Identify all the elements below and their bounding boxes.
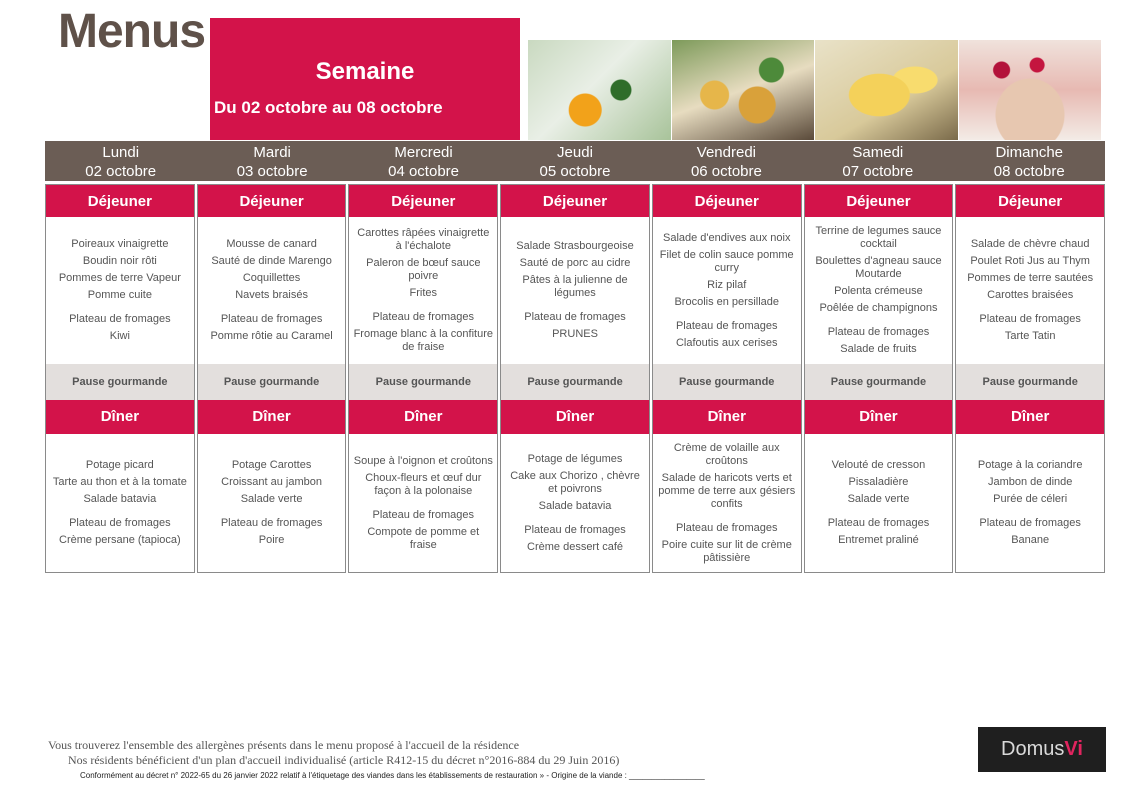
menu-item: Crème de volaille aux croûtons [673,441,780,467]
day-date: 08 octobre [993,163,1065,180]
menu-item: Salade batavia [538,499,612,512]
footer-decree-note: Conformément au décret n° 2022-65 du 26 janvier 2022 relatif à l'étiquetage des viandes dans les établissements de restauration » - Origine de la viande : _________________ [80,771,705,780]
menu-item: Poire [258,534,285,546]
menu-item: PRUNES [552,328,598,340]
dinner-items [198,434,346,572]
day-column [197,184,347,573]
dinner-items [653,434,801,572]
menu-item: Plateau de fromages [524,523,626,536]
menu-item: Navets braisés [235,289,308,301]
snack-band: Pause gourmande [805,364,953,400]
lunch-items [349,217,497,364]
menu-item: Plateau de fromages [979,313,1081,325]
date-range: Du 02 octobre au 08 octobre [214,98,443,117]
lunch-items [653,217,801,364]
dinner-items [46,434,194,572]
menu-item: Soupe à l'oignon et croûtons [353,454,493,467]
menu-item: Choux-fleurs et œuf dur façon à la polonaise [365,471,482,497]
snack-band: Pause gourmande [653,364,801,400]
menu-item: Croissant au jambon [221,476,323,488]
snack-band: Pause gourmande [46,364,194,400]
menu-item: Potage à la coriandre [977,459,1083,471]
day-header [45,141,196,181]
week-banner [210,18,520,140]
day-name: Samedi [852,144,904,161]
snack-band: Pause gourmande [198,364,346,400]
menu-item: Mousse de canard [226,238,317,250]
menu-item: Pomme rôtie au Caramel [210,330,333,342]
menu-item: Paleron de bœuf sauce poivre [366,257,481,282]
page-title: Menus [58,5,206,58]
menu-item: Carottes râpées vinaigrette à l'échalote [357,227,490,252]
lunch-band: Déjeuner [501,185,649,217]
menu-item: Carottes braisées [987,289,1074,301]
menu-item: Crème dessert café [527,540,623,553]
lunch-items [805,217,953,364]
lunch-items [501,217,649,364]
day-column [652,184,802,573]
appetizer-photo [528,40,671,140]
menu-item: Salade de haricots verts et pomme de terre aux gésiers confits [658,471,796,510]
day-name: Jeudi [557,144,593,161]
menu-item: Salade verte [847,493,910,505]
week-label: Semaine [315,58,415,85]
menu-item: Poulet Roti Jus au Thym [970,255,1090,267]
menu-item: Sauté de dinde Marengo [211,255,332,267]
menu-item: Poireaux vinaigrette [71,238,169,250]
menu-item: Plateau de fromages [220,517,323,529]
menu-item: Velouté de cresson [831,459,926,471]
day-column [500,184,650,573]
menu-item: Entremet praliné [838,534,919,546]
menu-item: Brocolis en persillade [674,295,780,308]
menu-item: Cake aux Chorizo , chèvre et poivrons [510,469,640,495]
menu-item: Pomme cuite [87,289,152,301]
menu-item: Tarte Tatin [1004,330,1056,342]
menu-item: Frites [409,287,438,299]
menu-item: Plateau de fromages [69,517,171,529]
menu-item: Plateau de fromages [675,521,778,534]
day-date: 02 octobre [85,163,157,180]
day-column [955,184,1105,573]
snack-band: Pause gourmande [956,364,1104,400]
dinner-items [805,434,953,572]
menu-item: Tarte au thon et à la tomate [52,476,187,488]
menu-item: Filet de colin sauce pomme curry [659,248,794,274]
menu-item: Compote de pomme et fraise [367,525,480,551]
menu-item: Poêlée de champignons [819,302,938,314]
dinner-band: Dîner [956,400,1104,434]
menu-item: Coquillettes [242,272,301,284]
lunch-band: Déjeuner [349,185,497,217]
snack-band: Pause gourmande [501,364,649,400]
day-date: 04 octobre [388,163,459,180]
day-header [348,141,499,181]
cherry-tart-photo [959,40,1102,140]
menu-item: Potage Carottes [231,459,312,471]
lunch-items [46,217,194,364]
menu-item: Salade Strasbourgeoise [516,240,634,252]
footer-allergens-note: Vous trouverez l'ensemble des allergènes présents dans le menu proposé à l'accueil de la résidence [48,738,520,752]
menu-item: Plateau de fromages [827,517,930,529]
day-date: 05 octobre [539,163,611,180]
day-name: Lundi [102,144,140,161]
domusvi-logo [978,727,1106,772]
dinner-band: Dîner [653,400,801,434]
lunch-items [956,217,1104,364]
day-column [348,184,498,573]
day-header [802,141,953,181]
lunch-items [198,217,346,364]
day-name: Mardi [253,144,291,161]
menu-item: Boulettes d'agneau sauce Moutarde [815,255,942,280]
dinner-items [501,434,649,572]
day-header [954,141,1105,181]
menu-item: Banane [1011,534,1050,546]
menu-item: Terrine de legumes sauce cocktail [815,225,942,250]
menu-item: Polenta crémeuse [834,285,923,297]
logo-text: Domus [1001,738,1065,760]
menu-item: Boudin noir rôti [82,255,157,267]
lunch-band: Déjeuner [46,185,194,217]
lunch-band: Déjeuner [653,185,801,217]
logo-mark: Vi [1064,738,1083,760]
day-name: Vendredi [696,144,756,161]
dinner-items [956,434,1104,572]
footer-plan-note: Nos résidents bénéficient d'un plan d'accueil individualisé (article R412-15 du décret n°2016-884 du 29 Juin 2016) [68,753,620,767]
snack-band: Pause gourmande [349,364,497,400]
dinner-band: Dîner [198,400,346,434]
menu-item: Crème persane (tapioca) [59,534,181,546]
lunch-band: Déjeuner [805,185,953,217]
dinner-band: Dîner [805,400,953,434]
photo-strip [528,40,1101,140]
menu-item: Salade de fruits [840,343,917,355]
dinner-band: Dîner [349,400,497,434]
menu-item: Plateau de fromages [69,313,171,325]
menu-item: Pommes de terre Vapeur [58,272,181,284]
menu-item: Plateau de fromages [979,517,1081,529]
menu-item: Jambon de dinde [987,476,1073,488]
day-date: 06 octobre [690,163,762,180]
menu-item: Sauté de porc au cidre [519,257,631,269]
menu-item: Pommes de terre sautées [967,272,1094,284]
menu-item: Poire cuite sur lit de crème pâtissière [661,538,792,564]
menu-item: Kiwi [109,330,130,342]
menu-item: Fromage blanc à la confiture de fraise [353,328,493,353]
menu-item: Salade verte [240,493,303,505]
cheese-photo [815,40,958,140]
menu-item: Plateau de fromages [827,326,930,338]
dinner-items [349,434,497,572]
menu-item: Riz pilaf [707,278,747,291]
day-header [499,141,650,181]
menu-item: Salade d'endives aux noix [663,231,791,244]
day-header-row [45,141,1105,181]
dinner-band: Dîner [46,400,194,434]
salad-photo [672,40,815,140]
day-column [804,184,954,573]
menu-item: Salade batavia [83,493,157,505]
day-name: Mercredi [394,144,453,161]
day-date: 07 octobre [842,163,914,180]
menu-item: Plateau de fromages [524,311,626,323]
day-column [45,184,195,573]
menu-item: Pissaladière [848,476,909,488]
menu-item: Clafoutis aux cerises [675,336,778,349]
menu-item: Salade de chèvre chaud [970,238,1090,250]
menu-item: Potage picard [85,459,154,471]
footer-notes [48,738,705,780]
menu-item: Plateau de fromages [372,508,475,521]
menu-item: Plateau de fromages [372,311,475,323]
menu-item: Purée de céleri [993,493,1068,505]
day-name: Dimanche [995,144,1063,161]
day-header [651,141,802,181]
day-header [196,141,347,181]
menu-item: Plateau de fromages [675,319,778,332]
lunch-band: Déjeuner [956,185,1104,217]
lunch-band: Déjeuner [198,185,346,217]
dinner-band: Dîner [501,400,649,434]
menu-grid [45,184,1105,573]
menu-item: Pâtes à la julienne de légumes [522,274,628,299]
day-date: 03 octobre [236,163,308,180]
menu-item: Plateau de fromages [220,313,323,325]
menu-item: Potage de légumes [527,452,623,465]
